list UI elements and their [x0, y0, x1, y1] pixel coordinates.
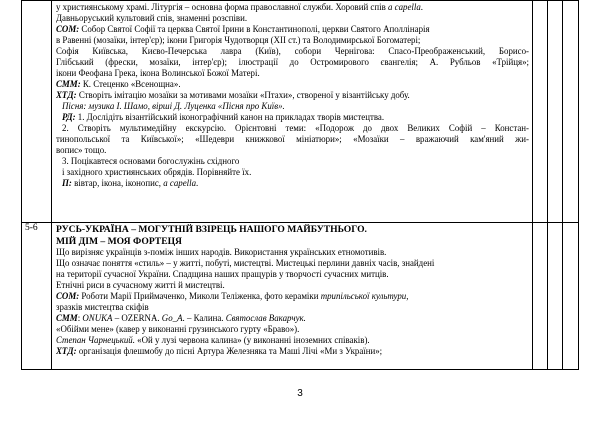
text-line — [56, 302, 529, 313]
empty-cell — [548, 1, 563, 223]
text-line — [56, 156, 529, 167]
text-run: . — [196, 178, 199, 188]
text-run: 1. Дослідіть візантійський іконографічний канон на прикладах творів мистецтва. — [75, 112, 385, 122]
page-number: 3 — [297, 388, 303, 399]
empty-cell — [548, 223, 563, 370]
emphasis-text: Пісня: — [62, 101, 87, 111]
text-line — [56, 145, 529, 156]
text-run: Роботи Марії Приймаченко, Миколи Теліженка, фото кераміки — [79, 291, 321, 301]
text-line — [56, 178, 529, 189]
emphasis-text: a capella — [163, 178, 197, 188]
text-line — [56, 2, 529, 13]
text-run: : — [77, 313, 83, 323]
text-line — [56, 101, 529, 112]
emphasis-text: Степан Чарнецький. — [56, 335, 135, 345]
text-run: . — [420, 2, 423, 12]
emphasis-text: СММ: — [56, 79, 81, 89]
emphasis-text: музика І. Шамо, вірші Д. Луценка «Пісня про Київ». — [88, 101, 285, 111]
text-line — [56, 280, 529, 291]
text-run: 2. Створіть мультимедійну екскурсію. Орієнтовні теми: «Подорож до двох Великих Софій – Констан- — [62, 123, 529, 133]
emphasis-text: РД: — [62, 112, 76, 122]
emphasis-text: ХТД: — [56, 90, 77, 100]
text-run: Що вирізняє українців з-поміж інших народів. Використання українських етномотивів. — [56, 247, 387, 257]
text-line — [56, 112, 529, 123]
lesson-content — [52, 223, 532, 359]
text-run: тинопольської та Київської»; «Шедеври книжкової мініатюри»; «Мозаїки – вражаючий кам'яний жи- — [56, 134, 529, 144]
lesson-number-cell: 5-6 — [22, 223, 52, 370]
text-run: вівтар, ікона, іконопис, — [71, 178, 164, 188]
text-run: у християнському храмі. Літургія – основна форма православної служби. Хоровий спів — [56, 2, 388, 12]
text-run: Етнічні риси в сучасному житті й мистецтві. — [56, 280, 225, 290]
empty-cell — [533, 1, 548, 223]
text-line — [56, 24, 529, 35]
text-line — [56, 46, 529, 57]
lesson-content-cell — [52, 1, 533, 223]
lesson-content — [52, 1, 532, 191]
text-run: К. Стеценко «Всенощна». — [80, 79, 181, 89]
text-run: Давньоруський культовий спів, знаменні розспіви. — [56, 13, 248, 23]
emphasis-text: a capella — [388, 2, 421, 12]
text-line — [56, 167, 529, 178]
text-run: 3. Поцікавтеся основами богослужінь східного — [62, 156, 240, 166]
text-line — [56, 291, 529, 302]
text-line — [56, 269, 529, 280]
text-run: організація флешмобу до пісні Артура Железняка та Маші Лічі «Ми з України»; — [76, 346, 383, 356]
text-run: Софія Київська, Києво-Печерська лавра (Київ), собори Чернігова: Спасо-Преображенський, Борисо- — [56, 46, 529, 56]
emphasis-text: СОМ: — [56, 24, 80, 34]
text-run: на території сучасної України. Спадщина наших пращурів у творчості сучасних митців. — [56, 269, 389, 279]
table-row — [22, 223, 579, 370]
text-run: . – Калина. — [182, 313, 226, 323]
text-line — [56, 313, 529, 324]
text-line — [56, 134, 529, 145]
text-run: в Равенні (мозаїки, інтер'єр); ікони Григорія Чудотворця (ХІІ ст.) та Володимирської Богоматері; — [56, 35, 421, 45]
emphasis-text: ХТД: — [56, 346, 77, 356]
text-line — [56, 57, 529, 68]
text-run: зразків мистецтва скіфів — [56, 302, 149, 312]
empty-cell — [563, 1, 579, 223]
text-run: – OZERNA. — [112, 313, 162, 323]
text-line — [56, 324, 529, 335]
text-run: Глібський (фрески, мозаїки, інтер'єр); ілюстрації до Остромирового євангелія; А. Рубльов «Трійця»; — [56, 57, 529, 67]
lesson-plan-table — [21, 0, 579, 370]
emphasis-text: ONUKA — [82, 313, 113, 323]
lesson-title: РУСЬ-УКРАЇНА – МОГУТНІЙ ВЗІРЕЦЬ НАШОГО МАЙБУТНЬОГО. — [56, 224, 367, 235]
empty-cell — [563, 223, 579, 370]
text-line — [56, 123, 529, 134]
emphasis-text: СММ — [56, 313, 78, 323]
lesson-content-cell — [52, 223, 533, 370]
text-run: і західного християнських обрядів. Порівняйте їх. — [62, 167, 252, 177]
emphasis-text: трипільської культури, — [320, 291, 409, 301]
text-run: Що означає поняття «стиль» – у житті, побуті, мистецтві. Мистецькі перлини давніх часів, знайдені — [56, 258, 435, 268]
empty-cell — [533, 223, 548, 370]
text-line — [56, 346, 529, 357]
text-line — [56, 79, 529, 90]
text-line — [56, 68, 529, 79]
text-run: ікони Феофана Грека, ікона Волинської Божої Матері. — [56, 68, 260, 78]
lesson-number-cell — [22, 1, 52, 223]
emphasis-text: СОМ: — [56, 291, 80, 301]
lesson-subtitle: МІЙ ДІМ – МОЯ ФОРТЕЦЯ — [56, 235, 182, 247]
emphasis-text: Святослав Вакарчук. — [225, 313, 306, 323]
text-line — [56, 247, 529, 258]
text-run: Створіть імітацію мозаїки за мотивами мозаїки «Птахи», створеної у візантійську добу. — [76, 90, 410, 100]
emphasis-text: Go_A — [161, 313, 183, 323]
table-row — [22, 1, 579, 223]
text-line — [56, 258, 529, 269]
text-run: вопис» тощо. — [56, 145, 107, 155]
lesson-body — [56, 247, 529, 357]
text-line — [56, 90, 529, 101]
text-run: «Ой у лузі червона калина» (у виконанні іноземних співаків). — [134, 335, 370, 345]
text-line — [56, 13, 529, 24]
text-line — [56, 335, 529, 346]
emphasis-text: П: — [62, 178, 72, 188]
text-run: Собор Святої Софії та церква Святої Ірини в Константинополі, церкви Святого Аполлінарія — [79, 24, 430, 34]
text-line — [56, 35, 529, 46]
text-run: «Обійми мене» (кавер у виконанні грузинського гурту «Браво»). — [56, 324, 300, 334]
